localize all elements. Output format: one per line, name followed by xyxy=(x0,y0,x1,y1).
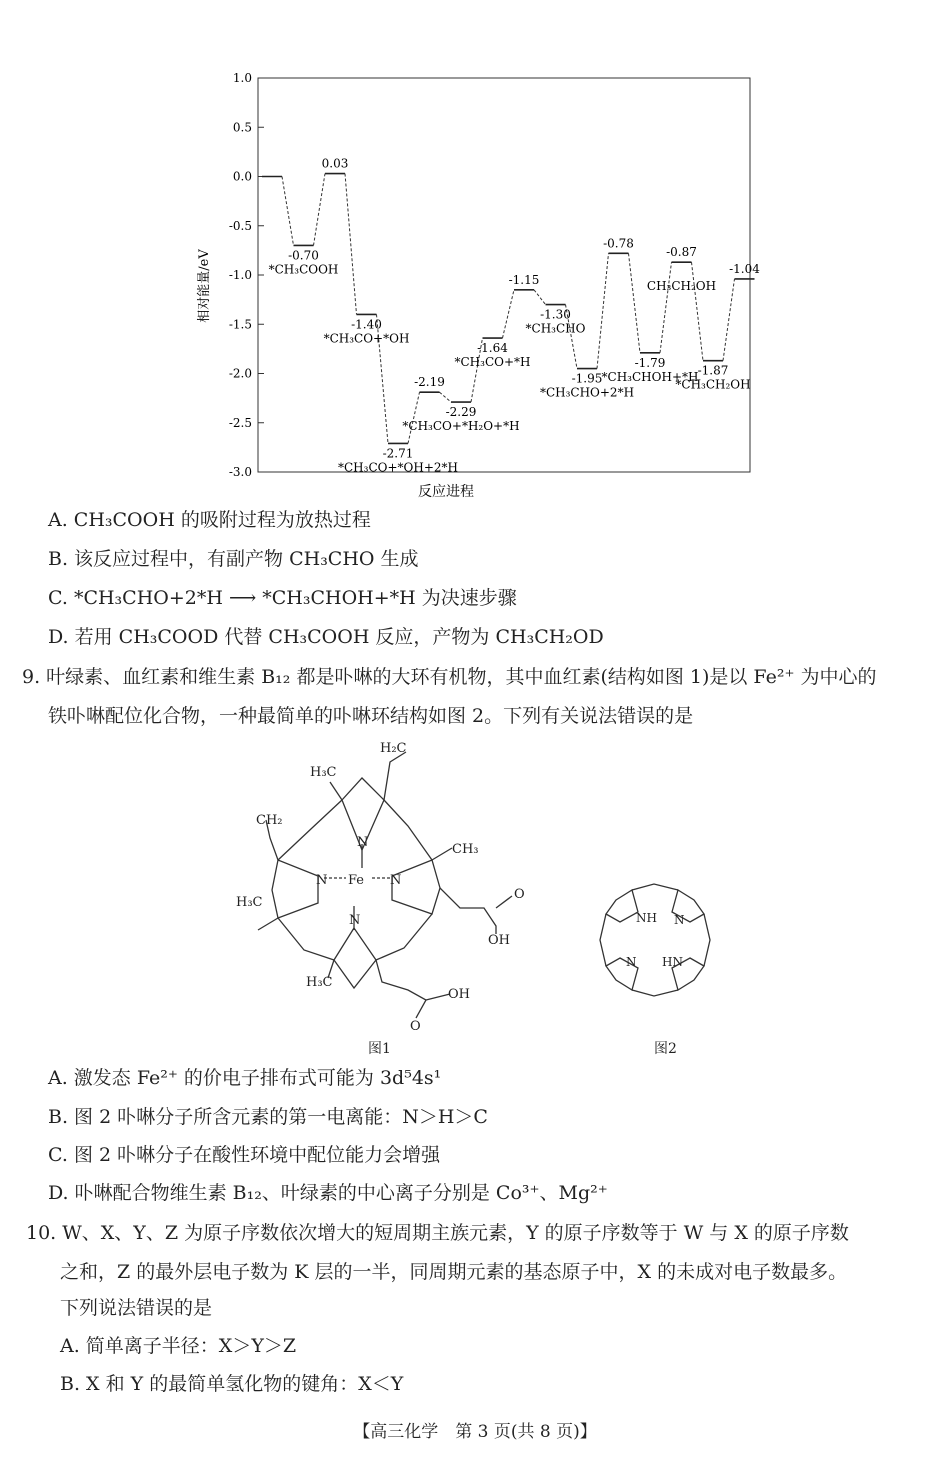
y-tick-label: -1.5 xyxy=(228,317,252,332)
level-connector xyxy=(314,174,326,246)
porphine-label-n-bottom: N xyxy=(626,955,637,969)
heme-label-n-top: N xyxy=(357,835,369,850)
q9-stem-line2: 铁卟啉配位化合物，一种最简单的卟啉环结构如图 2。下列有关说法错误的是 xyxy=(48,705,694,727)
level-species-label: *CH₃CO+*OH xyxy=(323,331,410,346)
level-species-label: *CH₃CO+*H xyxy=(454,355,531,370)
level-value-label: -1.64 xyxy=(477,341,508,356)
level-value-label: -2.19 xyxy=(414,375,445,390)
level-connector xyxy=(440,392,452,402)
level-value-label: -0.78 xyxy=(603,236,634,251)
level-species-label: CH₃CH₂OH xyxy=(646,279,717,294)
x-axis-label: 反应进程 xyxy=(418,484,474,500)
y-axis-label: 相对能量/eV xyxy=(197,249,212,323)
level-value-label: -1.40 xyxy=(351,317,382,332)
level-species-label: *CH₃COOH xyxy=(268,262,339,277)
q10-option-a: A. 简单离子半径：X＞Y＞Z xyxy=(60,1335,297,1357)
heme-label-o-right: O xyxy=(514,887,525,902)
level-connector xyxy=(660,262,672,353)
level-value-label: -1.15 xyxy=(508,272,540,287)
y-tick-label: -2.0 xyxy=(228,366,252,381)
level-value-label: -1.95 xyxy=(571,371,603,386)
y-tick-label: 0.0 xyxy=(232,169,252,184)
level-connector xyxy=(597,253,609,368)
q9-option-a: A. 激发态 Fe²⁺ 的价电子排布式可能为 3d⁵4s¹ xyxy=(48,1067,442,1089)
q8-option-b: B. 该反应过程中，有副产物 CH₃CHO 生成 xyxy=(48,548,419,570)
heme-label-oh-bottom: OH xyxy=(448,987,470,1002)
level-value-label: -1.04 xyxy=(729,261,760,276)
pyrrole-ring-left xyxy=(272,860,318,918)
level-species-label: *CH₃CO+*H₂O+*H xyxy=(402,419,520,434)
level-connector xyxy=(692,262,704,361)
figure2-caption: 图2 xyxy=(654,1041,677,1057)
level-connector xyxy=(503,290,515,338)
heme-label-h3c-top: H₃C xyxy=(310,765,337,780)
level-species-label: *CH₃CHO+2*H xyxy=(539,385,635,400)
q8-option-a: A. CH₃COOH 的吸附过程为放热过程 xyxy=(48,509,371,531)
q8-option-c: C. *CH₃CHO+2*H ⟶ *CH₃CHOH+*H 为决速步骤 xyxy=(48,587,517,609)
heme-label-ch2: CH₂ xyxy=(256,813,283,828)
energy-profile-chart xyxy=(190,68,770,508)
q9-option-b: B. 图 2 卟啉分子所含元素的第一电离能：N＞H＞C xyxy=(48,1106,488,1128)
q10-stem-line1: 10. W、X、Y、Z 为原子序数依次增大的短周期主族元素，Y 的原子序数等于 W 与 X 的原子序数 xyxy=(26,1222,849,1244)
heme-label-n-right: N xyxy=(390,873,402,888)
q10-stem-line2: 之和，Z 的最外层电子数为 K 层的一半，同周期元素的基态原子中，X 的未成对电子数最多。 xyxy=(60,1261,848,1283)
heme-label-o-bottom: O xyxy=(410,1019,421,1034)
y-tick-label: -0.5 xyxy=(228,218,252,233)
level-connector xyxy=(534,290,546,305)
level-connector xyxy=(408,392,420,443)
level-connector xyxy=(345,174,357,315)
level-value-label: -0.70 xyxy=(288,248,319,263)
y-tick-label: -2.5 xyxy=(228,415,252,430)
level-species-label: *CH₃CHO xyxy=(525,321,586,336)
level-value-label: -1.30 xyxy=(540,307,571,322)
porphine-structure-figure xyxy=(596,880,726,1000)
level-value-label: -1.87 xyxy=(697,363,729,378)
porphine-label-hn: HN xyxy=(662,955,683,969)
level-connector xyxy=(629,253,641,352)
heme-label-n-bottom: N xyxy=(349,913,361,928)
level-connector xyxy=(282,177,294,246)
q9-option-c: C. 图 2 卟啉分子在酸性环境中配位能力会增强 xyxy=(48,1144,441,1166)
y-tick-label: -1.0 xyxy=(228,268,252,282)
porphine-label-n-top: N xyxy=(674,913,685,927)
heme-label-fe: Fe xyxy=(348,873,365,888)
q8-option-d: D. 若用 CH₃COOD 代替 CH₃COOH 反应，产物为 CH₃CH₂OD xyxy=(48,626,604,648)
figure1-caption: 图1 xyxy=(368,1041,391,1057)
level-value-label: 0.03 xyxy=(321,156,349,171)
pyrrole-ring-bottom xyxy=(334,928,376,988)
level-value-label: -2.29 xyxy=(445,405,477,420)
heme-structure-figure xyxy=(230,738,550,1038)
q10-stem-line3: 下列说法错误的是 xyxy=(60,1297,213,1319)
y-tick-label: -3.0 xyxy=(228,465,252,479)
porphine-ring-tl xyxy=(606,890,638,922)
level-value-label: -0.87 xyxy=(666,245,697,260)
y-tick-label: 1.0 xyxy=(232,71,252,85)
heme-label-h3c-bottom: H₃C xyxy=(306,975,333,990)
heme-label-h3c-left: H₃C xyxy=(236,895,263,910)
y-tick-label: 0.5 xyxy=(232,120,252,135)
level-species-label: *CH₃CHOH+*H xyxy=(601,369,699,384)
level-connector xyxy=(723,279,735,361)
heme-label-h2c: H₂C xyxy=(380,741,407,756)
heme-label-oh-right: OH xyxy=(488,933,510,948)
level-value-label: -2.71 xyxy=(382,446,414,461)
heme-label-n-left: N xyxy=(316,873,328,888)
page-footer: 【高三化学 第 3 页(共 8 页)】 xyxy=(353,1422,597,1442)
q9-stem-line1: 9. 叶绿素、血红素和维生素 B₁₂ 都是卟啉的大环有机物，其中血红素(结构如图 1)是以 Fe²⁺ 为中心的 xyxy=(22,666,877,688)
level-species-label: *CH₃CO+*OH+2*H xyxy=(338,460,458,475)
heme-label-ch3-right: CH₃ xyxy=(452,842,479,857)
level-value-label: -1.79 xyxy=(634,355,666,370)
q10-option-b: B. X 和 Y 的最简单氢化物的键角：X＜Y xyxy=(60,1373,404,1395)
q9-option-d: D. 卟啉配合物维生素 B₁₂、叶绿素的中心离子分别是 Co³⁺、Mg²⁺ xyxy=(48,1182,608,1204)
porphine-label-nh: NH xyxy=(636,911,657,925)
level-species-label: *CH₃CH₂OH xyxy=(675,377,751,392)
